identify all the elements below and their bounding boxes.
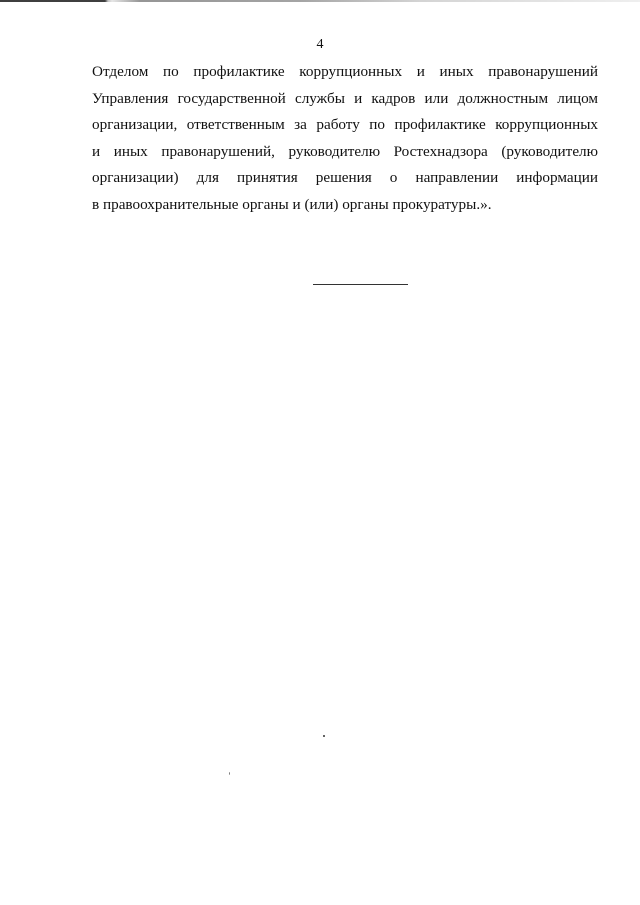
page-number: 4 [316,37,324,52]
paragraph-line: организации, ответственным за работу по профилактике коррупционных [92,116,598,133]
paragraph-line: Отделом по профилактике коррупционных и иных правонарушений [92,63,598,80]
scan-speck [323,735,325,737]
scan-edge [0,0,640,2]
paragraph-line: и иных правонарушений, руководителю Ростехнадзора (руководителю [92,142,598,160]
end-of-text-rule [313,284,408,285]
paragraph-line: Управления государственной службы и кадров или должностным лицом [92,89,598,107]
scan-speck [229,772,230,775]
paragraph-line: организации) для принятия решения о направлении информации [92,169,598,186]
document-paragraph [92,59,598,218]
paragraph-line: в правоохранительные органы и (или) органы прокуратуры.». [92,195,492,213]
